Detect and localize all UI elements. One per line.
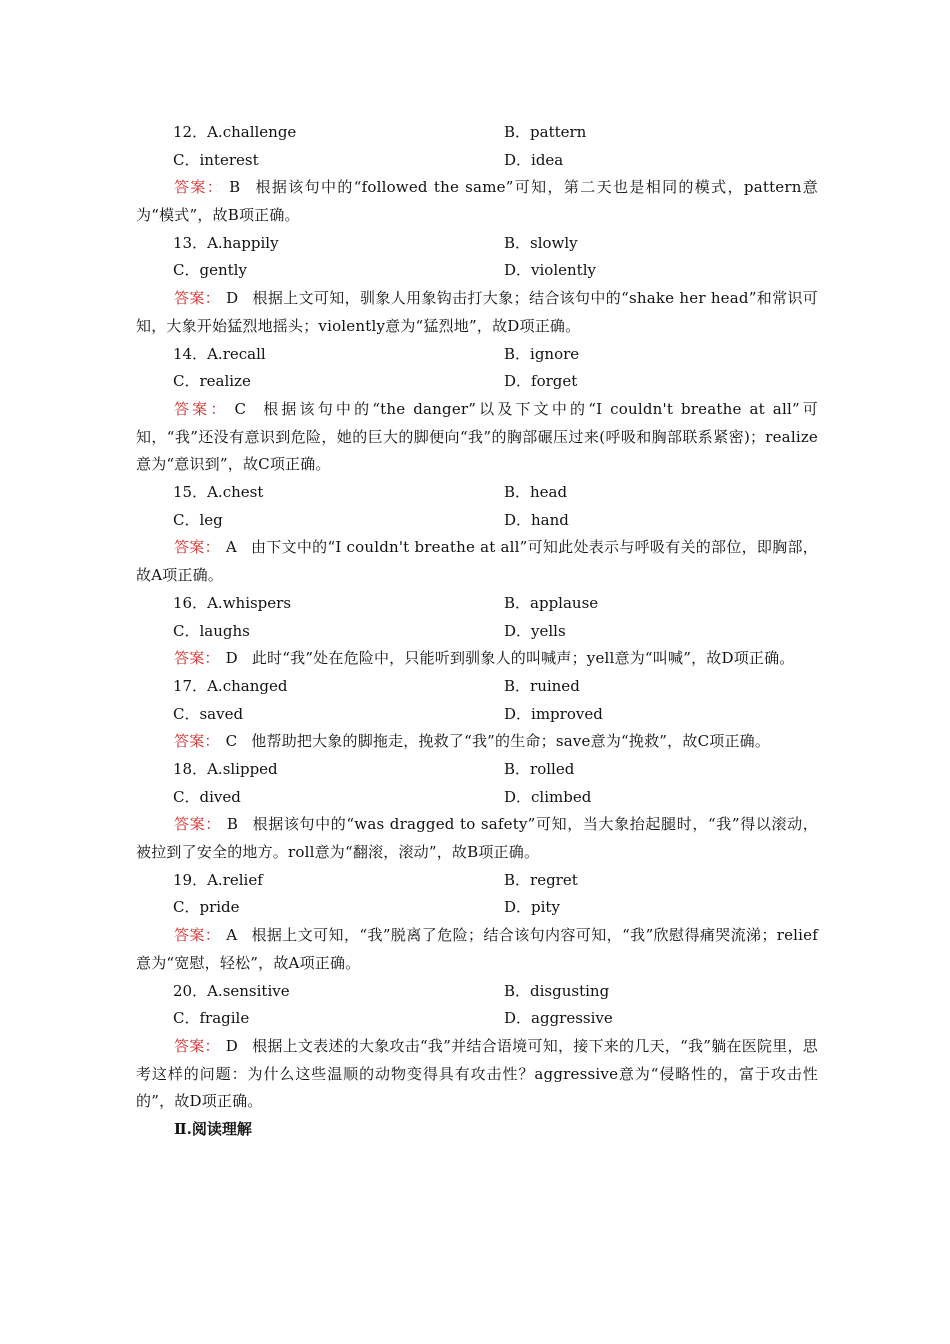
option-b: B．applause	[504, 593, 599, 612]
option-b: B．slowly	[504, 233, 578, 252]
option-a: 16．A.whispers	[173, 593, 292, 612]
answer-label: 答案：	[174, 926, 221, 945]
answer-label: 答案：	[174, 1036, 220, 1055]
option-b: B．rolled	[504, 759, 575, 778]
option-row	[136, 590, 818, 618]
option-row	[136, 368, 818, 396]
answer-explanation	[136, 1033, 818, 1116]
document-page	[136, 119, 818, 1144]
answer-key: C	[225, 732, 238, 751]
option-row	[136, 230, 818, 258]
answer-explanation	[136, 174, 818, 229]
option-d: D．aggressive	[504, 1009, 613, 1028]
answer-key: B	[226, 815, 239, 834]
answer-label: 答案：	[174, 178, 224, 197]
question-block	[136, 867, 818, 978]
answer-explanation	[136, 645, 818, 673]
explanation-text: 由下文中的“I couldn't breathe at all”可知此处表示与呼吸有关的部位，即胸部，故A项正确。	[136, 538, 818, 585]
question-block	[136, 479, 818, 590]
explanation-text: 根据该句中的“was dragged to safety”可知，当大象抬起腿时，“我”得以滚动，被拉到了安全的地方。roll意为“翻滚，滚动”，故B项正确。	[136, 815, 818, 862]
option-row	[136, 894, 818, 922]
option-row	[136, 867, 818, 895]
option-row	[136, 119, 818, 147]
option-row	[136, 673, 818, 701]
answer-explanation	[136, 396, 818, 479]
section-heading: Ⅱ.阅读理解	[174, 1120, 252, 1139]
option-row	[136, 978, 818, 1006]
answer-key: D	[226, 289, 239, 308]
option-d: D．pity	[504, 898, 560, 917]
option-row	[136, 257, 818, 285]
option-row	[136, 507, 818, 535]
answer-label: 答案：	[174, 815, 221, 834]
option-row	[136, 341, 818, 369]
option-row	[136, 756, 818, 784]
answer-explanation	[136, 534, 818, 589]
answer-key: D	[225, 649, 238, 668]
option-d: D．violently	[504, 261, 596, 280]
answer-label: 答案：	[174, 289, 221, 308]
option-b: B．ruined	[504, 676, 580, 695]
option-c: C．laughs	[173, 621, 250, 640]
answer-label: 答案：	[174, 538, 220, 557]
option-c: C．fragile	[173, 1009, 250, 1028]
option-d: D．forget	[504, 372, 578, 391]
option-row	[136, 784, 818, 812]
question-block	[136, 341, 818, 479]
question-block	[136, 590, 818, 673]
explanation-text: 根据上文可知，“我”脱离了危险；结合该句内容可知，“我”欣慰得痛哭流涕；relief意为“宽慰，轻松”，故A项正确。	[136, 926, 818, 972]
question-block	[136, 978, 818, 1116]
question-block	[136, 673, 818, 756]
explanation-text: 他帮助把大象的脚拖走，挽救了“我”的生命；save意为“挽救”，故C项正确。	[251, 732, 771, 751]
answer-key: A	[226, 926, 238, 945]
explanation-text: 此时“我”处在危险中，只能听到驯象人的叫喊声；yell意为“叫喊”，故D项正确。	[251, 649, 795, 668]
answer-key: C	[234, 399, 247, 418]
answer-explanation	[136, 922, 818, 977]
answer-key: D	[225, 1036, 239, 1055]
option-c: C．gently	[173, 261, 247, 280]
option-d: D．hand	[504, 510, 569, 529]
option-b: B．ignore	[504, 344, 580, 363]
option-a: 15．A.chest	[173, 483, 264, 502]
option-b: B．regret	[504, 870, 578, 889]
option-d: D．idea	[504, 150, 564, 169]
option-b: B．pattern	[504, 123, 587, 141]
answer-label: 答案：	[174, 399, 229, 418]
option-a: 13．A.happily	[173, 233, 279, 252]
explanation-text: 根据上文可知，驯象人用象钩击打大象；结合该句中的“shake her head”和常识可知，大象开始猛烈地摇头；violently意为“猛烈地”，故D项正确。	[136, 289, 819, 335]
option-row	[136, 479, 818, 507]
option-c: C．saved	[173, 704, 244, 723]
answer-explanation	[136, 285, 818, 340]
option-d: D．climbed	[504, 787, 592, 806]
option-c: C．leg	[173, 510, 223, 529]
option-a: 14．A.recall	[173, 344, 266, 363]
option-b: B．head	[504, 483, 568, 502]
answer-explanation	[136, 811, 818, 866]
question-block	[136, 230, 818, 341]
option-row	[136, 701, 818, 729]
option-row	[136, 147, 818, 175]
answer-key: B	[229, 178, 241, 197]
option-row	[136, 1005, 818, 1033]
option-b: B．disgusting	[504, 981, 610, 1000]
option-c: C．realize	[173, 372, 251, 391]
question-block	[136, 119, 818, 230]
answer-key: A	[225, 538, 237, 557]
explanation-text: 根据该句中的“the danger”以及下文中的“I couldn't breathe at all”可知，“我”还没有意识到危险，她的巨大的脚便向“我”的胸部碾压过来(呼吸和胸部联系紧密)；realize意为“意识到”，故C项正确。	[136, 399, 818, 474]
option-a: 20．A.sensitive	[173, 981, 290, 1000]
option-c: C．dived	[173, 787, 241, 806]
answer-label: 答案：	[174, 732, 220, 751]
explanation-text: 根据该句中的“followed the same”可知，第二天也是相同的模式，pattern意为“模式”，故B项正确。	[136, 178, 818, 225]
option-a: 18．A.slipped	[173, 759, 278, 778]
question-block	[136, 756, 818, 867]
option-c: C．interest	[173, 150, 259, 169]
option-a: 17．A.changed	[173, 676, 288, 695]
option-d: D．yells	[504, 621, 566, 640]
option-c: C．pride	[173, 898, 240, 917]
option-d: D．improved	[504, 704, 603, 723]
answer-label: 答案：	[174, 649, 220, 668]
option-row	[136, 618, 818, 646]
option-a: 19．A.relief	[173, 870, 263, 889]
answer-explanation	[136, 728, 818, 756]
option-a: 12．A.challenge	[173, 123, 297, 141]
explanation-text: 根据上文表述的大象攻击“我”并结合语境可知，接下来的几天，“我”躺在医院里，思考这样的问题：为什么这些温顺的动物变得具有攻击性？aggressive意为“侵略性的，富于攻击性的”，故D项正确。	[136, 1036, 818, 1111]
